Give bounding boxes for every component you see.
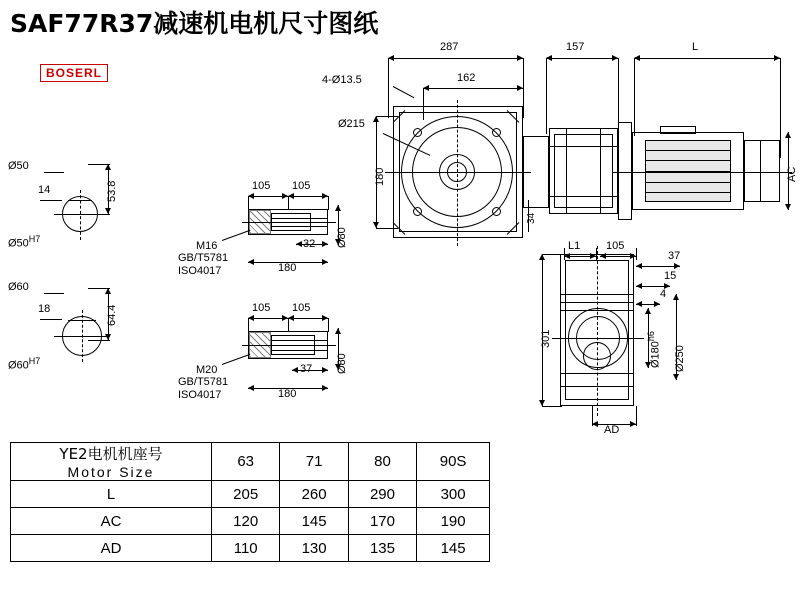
dim-AC: AC: [786, 166, 798, 182]
note-bore-215: Ø215: [338, 118, 365, 130]
note-holes: 4-Ø13.5: [322, 74, 362, 86]
dim-180a: 180: [278, 262, 297, 274]
label-iso-2: ISO4017: [178, 389, 222, 401]
dim-L: L: [692, 41, 699, 53]
table-header-label: [11, 443, 212, 481]
ext-line: [328, 196, 329, 210]
table-row: [11, 481, 490, 508]
arrow: [674, 263, 680, 269]
motor-fin-line: [645, 160, 731, 161]
header-label-cn: YE2电机机座号: [59, 445, 163, 463]
cell-L-63: 205: [212, 481, 280, 508]
cell-L-80: 290: [348, 481, 416, 508]
centerline: [54, 214, 108, 215]
dim-value: Ø180: [649, 341, 662, 368]
dim-37c: 37: [668, 250, 681, 262]
leader-line: [222, 354, 251, 365]
dim-value: Ø60: [8, 359, 29, 372]
cell-L-71: 260: [280, 481, 348, 508]
dim-line-L: [634, 58, 780, 59]
centerline: [242, 222, 336, 223]
centerline-v: [597, 246, 598, 416]
dim-shaft2-d60: Ø60: [8, 281, 29, 293]
leader-line: [222, 230, 251, 241]
dim-180b: 180: [278, 388, 297, 400]
table-col-80: 80: [348, 443, 416, 481]
ext-line: [636, 406, 637, 426]
cell-AD-71: 130: [280, 535, 348, 562]
table-col-90s: 90S: [417, 443, 490, 481]
detail-line: [271, 218, 327, 219]
motor-fin-line: [645, 150, 731, 151]
ext-line: [248, 196, 249, 210]
arrow: [248, 385, 254, 391]
arrow: [322, 367, 328, 373]
centerline: [552, 338, 644, 339]
cell-AC-71: 145: [280, 508, 348, 535]
cell-AC-90s: 190: [417, 508, 490, 535]
ext-line: [636, 248, 637, 260]
ext-line: [542, 406, 562, 407]
dim-301: 301: [540, 329, 552, 348]
adapter-flange: [523, 136, 549, 208]
label-iso-1: ISO4017: [178, 265, 222, 277]
ext-line: [88, 164, 110, 165]
dim-105a: 105: [252, 180, 271, 192]
ext-line: [248, 318, 249, 332]
arrow: [785, 132, 791, 138]
arrow: [322, 259, 328, 265]
dim-105d: 105: [292, 302, 311, 314]
ext-line: [328, 318, 329, 332]
arrow: [785, 204, 791, 210]
arrow: [673, 374, 679, 380]
label-M20: M20: [196, 364, 218, 376]
cell-AD-80: 135: [348, 535, 416, 562]
cell-AC-63: 120: [212, 508, 280, 535]
ext-line: [288, 196, 289, 210]
ext-line: [376, 228, 398, 229]
label-gb-2: GB/T5781: [178, 376, 229, 388]
dim-14: 14: [38, 184, 51, 196]
bolt-hole: [492, 128, 501, 137]
row-label-L: L: [11, 481, 212, 508]
dim-line-157: [546, 58, 618, 59]
dim-18: 18: [38, 303, 51, 315]
bolt-hole: [413, 128, 422, 137]
dim-line-287: [388, 58, 523, 59]
dim-d180: [646, 331, 662, 368]
dim-64-4: 64.4: [106, 304, 118, 326]
ext-line: [592, 406, 593, 426]
table-header-row: [11, 443, 490, 481]
detail-line: [549, 196, 618, 197]
ext-line: [546, 58, 547, 134]
centerline: [242, 345, 336, 346]
motor-centerline: [612, 172, 792, 173]
label-gb-1: GB/T5781: [178, 252, 229, 264]
detail-line: [600, 128, 601, 214]
arrow: [335, 205, 341, 211]
dim-line-18: [40, 319, 62, 320]
leader-line: [393, 86, 415, 98]
dim-tol: h6: [646, 331, 656, 342]
dim-line-162: [423, 88, 523, 89]
ext-line: [376, 116, 398, 117]
arrow: [636, 263, 642, 269]
cell-AC-80: 170: [348, 508, 416, 535]
leader-line: [44, 172, 64, 173]
dim-tol: H7: [28, 234, 41, 244]
centerline-v: [457, 100, 458, 246]
arrow: [335, 328, 341, 334]
brand-logo: BOSERL: [40, 64, 108, 82]
centerline-v: [80, 190, 81, 240]
dim-53-8: 53.8: [106, 180, 118, 202]
arrow: [296, 241, 302, 247]
ext-line: [780, 58, 781, 158]
dim-15: 15: [664, 270, 677, 282]
motor-fin-line: [645, 192, 731, 193]
ext-line: [634, 58, 635, 136]
spec-table: [10, 442, 490, 562]
centerline-h: [385, 172, 531, 173]
dim-105e: 105: [606, 240, 625, 252]
arrow: [248, 259, 254, 265]
ext-line: [288, 318, 289, 332]
table-col-63: 63: [212, 443, 280, 481]
arrow: [322, 385, 328, 391]
dim-shaft1-d50: Ø50: [8, 160, 29, 172]
arrow: [636, 301, 642, 307]
cell-AD-90s: 145: [417, 535, 490, 562]
ext-line: [542, 254, 562, 255]
dim-162: 162: [457, 72, 476, 84]
arrow: [654, 301, 660, 307]
detail-line: [549, 146, 618, 147]
dim-32: 32: [303, 238, 316, 250]
bolt-hole: [492, 207, 501, 216]
leader-line: [44, 293, 64, 294]
label-M16: M16: [196, 240, 218, 252]
dim-4: 4: [660, 288, 667, 300]
dim-d80b: Ø80: [336, 353, 348, 374]
page-title: SAF77R37减速机电机尺寸图纸: [10, 9, 379, 38]
dim-37b: 37: [300, 363, 313, 375]
detail-line: [271, 350, 327, 351]
arrow: [292, 367, 298, 373]
ext-line: [88, 288, 110, 289]
dim-d250: Ø250: [674, 345, 686, 372]
table-row: [11, 535, 490, 562]
header-label-en: Motor Size: [67, 464, 155, 480]
bolt-hole: [413, 207, 422, 216]
detail-line: [271, 226, 327, 227]
arrow: [517, 85, 523, 91]
dim-180: 180: [374, 167, 386, 186]
motor-fin-line: [645, 182, 731, 183]
dim-tol: H7: [28, 356, 41, 366]
dim-157: 157: [566, 41, 585, 53]
dim-105c: 105: [252, 302, 271, 314]
detail-line: [566, 128, 567, 214]
table-col-71: 71: [280, 443, 348, 481]
cell-AD-63: 110: [212, 535, 280, 562]
centerline-v: [82, 310, 83, 362]
dim-d80a: Ø80: [336, 227, 348, 248]
arrow: [322, 241, 328, 247]
arrow: [645, 308, 651, 314]
arrow: [673, 294, 679, 300]
row-label-AD: AD: [11, 535, 212, 562]
dim-287: 287: [440, 41, 459, 53]
dim-105b: 105: [292, 180, 311, 192]
arrow: [636, 283, 642, 289]
cell-L-90s: 300: [417, 481, 490, 508]
dim-shaft2-d60h7: [8, 356, 40, 372]
ext-line: [523, 58, 524, 118]
dim-shaft1-d50h7: [8, 234, 40, 250]
dim-value: Ø50: [8, 237, 29, 250]
dim-AD: AD: [604, 424, 620, 436]
table-row: [11, 508, 490, 535]
dim-L1: L1: [568, 240, 581, 252]
dim-line-14: [40, 200, 62, 201]
detail-line: [271, 340, 327, 341]
row-label-AC: AC: [11, 508, 212, 535]
terminal-box: [660, 126, 696, 134]
dim-34: 34: [526, 212, 537, 224]
ext-line: [388, 58, 389, 118]
